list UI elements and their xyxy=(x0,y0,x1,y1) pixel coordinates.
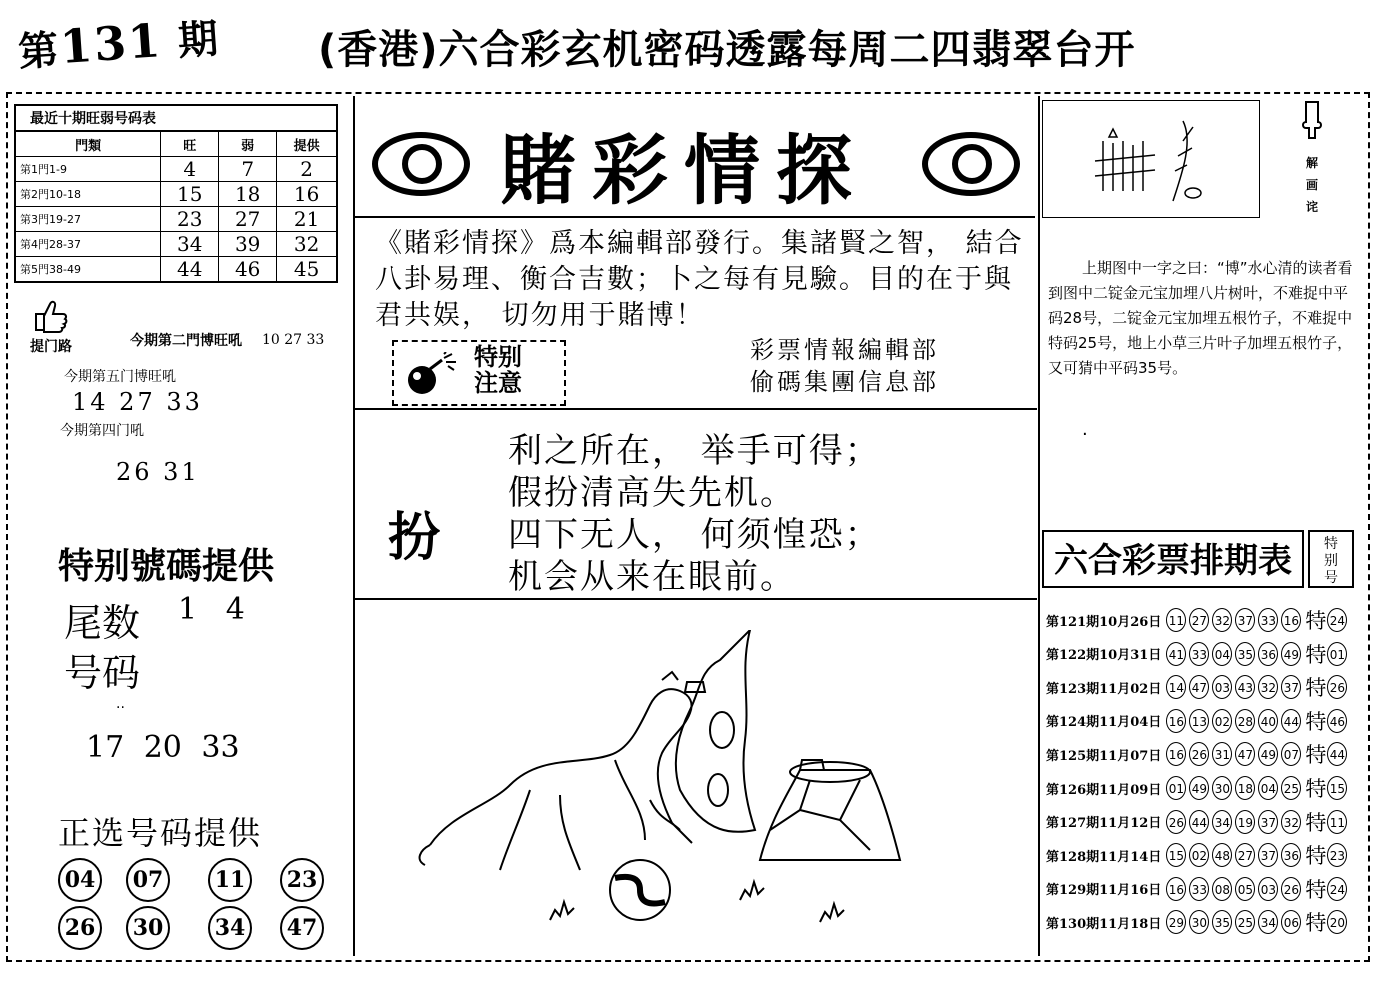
special-number-title: 特别號碼提供 xyxy=(58,546,275,587)
number-ball: 37 xyxy=(1281,675,1301,699)
issue-number xyxy=(16,7,221,78)
special-ball: 23 xyxy=(1327,843,1347,867)
thumbs-up-icon xyxy=(30,298,70,338)
number-ball: 11 xyxy=(1166,608,1186,632)
special-marker: 特 xyxy=(1305,642,1327,667)
number-ball: 34 xyxy=(1212,810,1232,834)
number-ball: 32 xyxy=(1212,608,1232,632)
pick-ball: 11 xyxy=(208,858,252,902)
period-label: 第123期11月02日 xyxy=(1046,681,1162,697)
number-ball: 31 xyxy=(1212,742,1232,766)
explain-tag-char: 解 xyxy=(1306,156,1319,170)
number-ball: 26 xyxy=(1166,810,1186,834)
number-ball: 41 xyxy=(1166,642,1186,666)
number-ball: 30 xyxy=(1189,910,1209,934)
cell: 7 xyxy=(219,157,277,182)
special-ball: 20 xyxy=(1327,910,1347,934)
table-row xyxy=(1046,636,1347,672)
number-ball: 35 xyxy=(1235,642,1255,666)
number-ball: 04 xyxy=(1258,776,1278,800)
schedule-title: 六合彩票排期表 xyxy=(1042,530,1304,588)
number-ball: 19 xyxy=(1235,810,1255,834)
period-label: 第124期11月04日 xyxy=(1046,715,1162,731)
number-ball: 27 xyxy=(1189,608,1209,632)
pick-ball: 23 xyxy=(280,858,324,902)
number-ball: 49 xyxy=(1189,776,1209,800)
number-ball: 02 xyxy=(1212,709,1232,733)
special-marker: 特 xyxy=(1305,911,1327,936)
number-ball: 47 xyxy=(1235,742,1255,766)
row-label: 第4門28-37 xyxy=(15,232,161,257)
notice-label xyxy=(474,344,522,396)
number-ball: 33 xyxy=(1189,877,1209,901)
special-marker: 特 xyxy=(1305,609,1327,633)
number-ball: 44 xyxy=(1281,709,1301,733)
special-marker: 特 xyxy=(1305,676,1327,701)
number-ball: 35 xyxy=(1212,910,1232,934)
cell: 32 xyxy=(277,232,337,257)
number-ball: 48 xyxy=(1212,843,1232,867)
pick-title: 正选号码提供 xyxy=(58,814,263,852)
hot-cold-table xyxy=(14,104,338,283)
number-ball: 29 xyxy=(1166,910,1186,934)
door4-label: 今期第四门吼 xyxy=(60,423,144,439)
row-label: 第2門10-18 xyxy=(15,182,161,207)
special-marker: 特 xyxy=(1305,877,1327,902)
table-header-row xyxy=(15,131,337,157)
table-row xyxy=(15,232,337,257)
table-row xyxy=(1046,602,1347,638)
cell: 4 xyxy=(161,157,219,182)
number-ball: 32 xyxy=(1281,810,1301,834)
number-ball: 49 xyxy=(1281,642,1301,666)
special-ball: 26 xyxy=(1327,675,1347,699)
special-ball: 44 xyxy=(1327,742,1347,766)
number-ball: 13 xyxy=(1189,709,1209,733)
schedule-tag-char: 号 xyxy=(1324,570,1338,586)
period-label: 第127期11月12日 xyxy=(1046,816,1162,832)
number-ball: 36 xyxy=(1258,642,1278,666)
number-ball: 49 xyxy=(1258,742,1278,766)
number-ball: 18 xyxy=(1235,776,1255,800)
headline: (香港)六合彩玄机密码透露每周二四翡翠台开 xyxy=(318,27,1136,73)
row-label: 第3門19-27 xyxy=(15,207,161,232)
pick-ball: 34 xyxy=(208,906,252,950)
number-ball: 37 xyxy=(1235,608,1255,632)
table-row xyxy=(15,207,337,232)
divider xyxy=(355,598,1037,600)
number-ball: 43 xyxy=(1235,675,1255,699)
table-row xyxy=(1046,703,1347,739)
pick-ball: 07 xyxy=(126,858,170,902)
number-ball: 16 xyxy=(1166,877,1186,901)
explain-tag xyxy=(1306,152,1318,218)
special-ball: 11 xyxy=(1327,810,1347,834)
cell: 34 xyxy=(161,232,219,257)
special-marker: 特 xyxy=(1305,810,1327,835)
number-ball: 25 xyxy=(1235,910,1255,934)
period-label: 第125期11月07日 xyxy=(1046,748,1162,764)
pick-ball: 30 xyxy=(126,906,170,950)
row-label: 第1門1-9 xyxy=(15,157,161,182)
schedule-tag-char: 别 xyxy=(1324,553,1338,569)
riddle-picture xyxy=(1042,100,1260,218)
cell: 15 xyxy=(161,182,219,207)
table-header: 旺 xyxy=(161,131,219,157)
poem xyxy=(508,430,881,598)
special-ball: 24 xyxy=(1327,608,1347,632)
schedule-tag-char: 特 xyxy=(1324,536,1338,552)
row-label: 第5門38-49 xyxy=(15,257,161,283)
table-header: 門類 xyxy=(15,131,161,157)
special-marker: 特 xyxy=(1305,709,1327,734)
door5-values: 14 27 33 xyxy=(72,388,203,416)
number-ball: 40 xyxy=(1258,709,1278,733)
table-row xyxy=(1046,804,1347,840)
cell: 18 xyxy=(219,182,277,207)
table-header: 提供 xyxy=(277,131,337,157)
cell: 45 xyxy=(277,257,337,283)
table-row xyxy=(15,182,337,207)
table-row xyxy=(15,157,337,182)
poem-line: 利之所在， 举手可得； xyxy=(508,431,881,471)
table-row xyxy=(1046,736,1347,772)
notice-box xyxy=(392,340,566,406)
number-ball: 16 xyxy=(1166,742,1186,766)
issue-num: 131 xyxy=(58,13,164,75)
number-values: 17 20 33 xyxy=(86,730,240,765)
number-ball: 28 xyxy=(1235,709,1255,733)
number-ball: 08 xyxy=(1212,877,1232,901)
number-ball: 16 xyxy=(1281,608,1301,632)
special-marker: 特 xyxy=(1305,844,1327,869)
pick-ball: 04 xyxy=(58,858,102,902)
period-label: 第130期11月18日 xyxy=(1046,916,1162,932)
number-ball: 33 xyxy=(1189,642,1209,666)
period-label: 第128期11月14日 xyxy=(1046,849,1162,865)
tail-values: 1 4 xyxy=(178,592,245,627)
number-ball: 04 xyxy=(1212,642,1232,666)
poem-line: 假扮清高失先机。 xyxy=(508,473,796,513)
number-ball: 25 xyxy=(1281,776,1301,800)
number-ball: 26 xyxy=(1189,742,1209,766)
number-ball: 36 xyxy=(1281,843,1301,867)
table-row xyxy=(1046,837,1347,873)
explain-tag-char: 诧 xyxy=(1306,200,1319,214)
door2-label: 今期第二門博旺吼 xyxy=(130,333,242,349)
special-marker: 特 xyxy=(1305,743,1327,768)
number-ball: 05 xyxy=(1235,877,1255,901)
dot: · xyxy=(1082,424,1088,445)
number-ball: 02 xyxy=(1189,843,1209,867)
notice-line1: 特别 xyxy=(474,343,522,371)
tail-label: 尾数 xyxy=(64,601,141,645)
special-ball: 46 xyxy=(1327,709,1347,733)
number-ball: 32 xyxy=(1258,675,1278,699)
special-ball: 15 xyxy=(1327,776,1347,800)
period-label: 第126期11月09日 xyxy=(1046,782,1162,798)
table-row xyxy=(1046,871,1347,907)
number-label: 号码 xyxy=(64,651,141,695)
table-row xyxy=(1046,669,1347,705)
door5-label: 今期第五门博旺吼 xyxy=(64,369,176,385)
special-marker: 特 xyxy=(1305,777,1327,801)
special-ball: 01 xyxy=(1327,642,1347,666)
number-ball: 33 xyxy=(1258,608,1278,632)
cell: 16 xyxy=(277,182,337,207)
intro-text: 《賭彩情探》爲本編輯部發行。集諸賢之智， 結合八卦易理、衡合吉數；卜之每有見驗。目的在于與君共娱， 切勿用于賭博！ xyxy=(375,228,1024,331)
number-ball: 01 xyxy=(1166,776,1186,800)
cell: 2 xyxy=(277,157,337,182)
number-ball: 06 xyxy=(1281,910,1301,934)
cell: 23 xyxy=(161,207,219,232)
pointing-hand-icon xyxy=(1300,100,1324,140)
schedule-tag xyxy=(1308,530,1354,588)
eye-icon xyxy=(372,132,470,196)
cell: 39 xyxy=(219,232,277,257)
number-ball: 15 xyxy=(1166,843,1186,867)
number-dots: .. xyxy=(116,696,125,712)
number-ball: 07 xyxy=(1281,742,1301,766)
number-ball: 37 xyxy=(1258,810,1278,834)
period-label: 第129期11月16日 xyxy=(1046,883,1162,899)
door4-values: 26 31 xyxy=(116,458,200,486)
number-ball: 16 xyxy=(1166,709,1186,733)
dept-1: 彩票情報編輯部 xyxy=(750,336,939,364)
page-title: 賭彩情探 xyxy=(500,126,868,215)
number-ball: 37 xyxy=(1258,843,1278,867)
number-ball: 44 xyxy=(1189,810,1209,834)
cell: 27 xyxy=(219,207,277,232)
cell: 21 xyxy=(277,207,337,232)
tip-label: 提门路 xyxy=(30,339,72,355)
number-ball: 03 xyxy=(1258,877,1278,901)
table-row xyxy=(1046,770,1347,806)
fox-illustration xyxy=(400,630,920,930)
number-ball: 14 xyxy=(1166,675,1186,699)
table-row xyxy=(1046,904,1347,940)
explain-tag-char: 画 xyxy=(1306,178,1319,192)
period-label: 第122期10月31日 xyxy=(1046,648,1162,664)
issue-prefix: 第 xyxy=(16,27,62,76)
number-ball: 26 xyxy=(1281,877,1301,901)
departments xyxy=(750,334,939,398)
table-caption: 最近十期旺弱号码表 xyxy=(14,104,338,130)
pick-ball: 26 xyxy=(58,906,102,950)
number-ball: 47 xyxy=(1189,675,1209,699)
door2-values: 10 27 33 xyxy=(262,332,325,348)
period-label: 第121期10月26日 xyxy=(1046,614,1162,630)
eye-icon xyxy=(922,132,1020,196)
poem-keyword: 扮 xyxy=(388,508,441,568)
number-ball: 03 xyxy=(1212,675,1232,699)
number-ball: 30 xyxy=(1212,776,1232,800)
cell: 46 xyxy=(219,257,277,283)
dept-2: 偷碼集團信息部 xyxy=(750,368,939,396)
notice-line2: 注意 xyxy=(474,369,522,397)
cell: 44 xyxy=(161,257,219,283)
table-row xyxy=(15,257,337,283)
number-ball: 27 xyxy=(1235,843,1255,867)
number-ball: 34 xyxy=(1258,910,1278,934)
issue-suffix: 期 xyxy=(176,16,222,65)
pick-ball: 47 xyxy=(280,906,324,950)
poem-line: 四下无人， 何须惶恐； xyxy=(508,515,881,555)
bomb-icon xyxy=(400,352,460,398)
table-header: 弱 xyxy=(219,131,277,157)
divider xyxy=(355,408,1037,410)
poem-line: 机会从来在眼前。 xyxy=(508,557,796,597)
riddle-explanation: 上期图中一字之曰：“博”水心清的读者看到图中二锭金元宝加埋八片树叶，不难捉中平码28号，二锭金元宝加埋五根竹子，不难捉中特码25号，地上小草三片叶子加埋五根竹子，又可猜中平码35号。 xyxy=(1048,259,1353,377)
special-ball: 24 xyxy=(1327,877,1347,901)
